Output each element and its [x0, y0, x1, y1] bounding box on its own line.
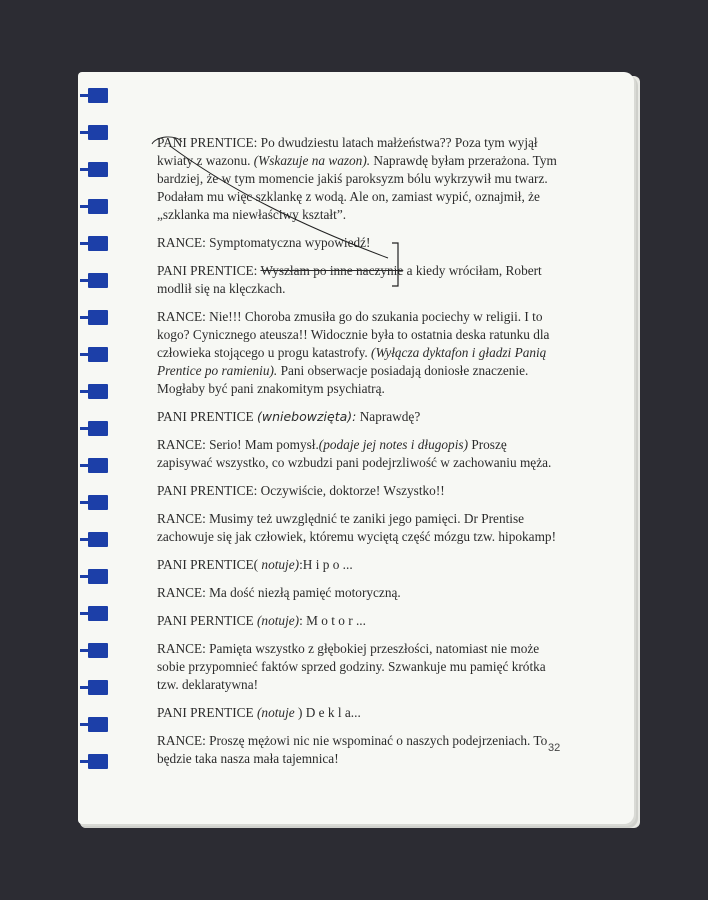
dialogue-paragraph [157, 308, 562, 398]
speaker-name: RANCE: [157, 235, 206, 250]
binding-ring [88, 310, 108, 325]
speaker-name: RANCE: [157, 641, 206, 656]
struck-text: Wyszłam po inne naczynie [260, 263, 404, 278]
dialogue-text: Naprawdę byłam przerażona. Tym bardziej, że w tym momencie jakiś paroksyzm bólu wykrzywił mu twarz. Podałam mu więc szklankę z wodą. Ale on, zamiast wypić, oznajmił, że „szklanka ma niewłaściwy kształt”. [157, 153, 557, 222]
speaker-name: RANCE: [157, 437, 206, 452]
dialogue-paragraph [157, 584, 562, 602]
dialogue-text: Nie!!! Choroba zmusiła go do szukania pociechy w religii. I to kogo? Cynicznego ateusza!! Widocznie była to ostatnia deska ratunku dla człowieka stojącego u progu katastrofy. [157, 309, 550, 360]
dialogue-text: Symptomatyczna wypowiedź! [205, 235, 371, 250]
speaker-name: PANI PRENTICE [157, 705, 257, 720]
binding-ring [88, 680, 108, 695]
speaker-name: RANCE: [157, 733, 206, 748]
binding-ring [88, 88, 108, 103]
script-text [157, 134, 562, 778]
binding-ring [88, 125, 108, 140]
binding-ring [88, 458, 108, 473]
dialogue-paragraph [157, 732, 562, 768]
dialogue-paragraph [157, 134, 562, 224]
dialogue-text: Serio! Mam pomysł. [205, 437, 319, 452]
speaker-name: PANI PERNTICE [157, 613, 257, 628]
dialogue-paragraph [157, 408, 562, 426]
dialogue-text: : M o t o r ... [299, 613, 366, 628]
dialogue-text: Ma dość niezłą pamięć motoryczną. [205, 585, 401, 600]
stage-direction: (Wskazuje na wazon). [253, 153, 371, 168]
spiral-binding [88, 80, 108, 830]
dialogue-paragraph [157, 704, 562, 722]
stage-direction: (notuje [257, 705, 295, 720]
binding-ring [88, 606, 108, 621]
stage-direction: notuje) [258, 557, 300, 572]
speaker-name: PANI PRENTICE: [157, 135, 258, 150]
dialogue-paragraph [157, 640, 562, 694]
speaker-name: PANI PRENTICE: [157, 263, 258, 278]
dialogue-paragraph [157, 482, 562, 500]
speaker-name: PANI PRENTICE( [157, 557, 259, 572]
dialogue-text: ) D e k l a... [294, 705, 361, 720]
speaker-name: RANCE: [157, 585, 206, 600]
dialogue-paragraph [157, 262, 562, 298]
binding-ring [88, 384, 108, 399]
dialogue-text: a kiedy wróciłam, Robert modlił się na klęczkach. [157, 263, 542, 296]
speaker-name: RANCE: [157, 309, 206, 324]
dialogue-text: Proszę zapisywać wszystko, co wzbudzi pani podejrzliwość w zachowaniu męża. [157, 437, 552, 470]
speaker-name: PANI PRENTICE: [157, 483, 258, 498]
binding-ring [88, 162, 108, 177]
binding-ring [88, 347, 108, 362]
dialogue-text: Pani obserwacje posiadają doniosłe znaczenie. Mogłaby być pani znakomitym psychiatrą. [157, 363, 529, 396]
dialogue-text: Po dwudziestu latach małżeństwa?? Poza tym wyjął kwiaty z wazonu. [157, 135, 538, 168]
dialogue-paragraph [157, 436, 562, 472]
stage-direction: (podaje jej notes i długopis) [318, 437, 468, 452]
binding-ring [88, 717, 108, 732]
page-number: 32 [548, 742, 561, 754]
dialogue-text: Oczywiście, doktorze! Wszystko!! [257, 483, 445, 498]
binding-ring [88, 495, 108, 510]
handwritten-note: (wniebowzięta): [257, 409, 357, 424]
dialogue-paragraph [157, 510, 562, 546]
dialogue-paragraph [157, 556, 562, 574]
binding-ring [88, 754, 108, 769]
stage-direction: (notuje) [257, 613, 300, 628]
binding-ring [88, 532, 108, 547]
dialogue-text: Pamięta wszystko z głębokiej przeszłości, natomiast nie może sobie przypomnieć faktów sprzed godziny. Szwankuje mu pamięć krótka tzw. deklaratywna! [157, 641, 546, 692]
dialogue-text: Musimy też uwzględnić te zaniki jego pamięci. Dr Prentise zachowuje się jak człowiek, któremu wyciętą część mózgu tzw. hipokamp! [157, 511, 556, 544]
dialogue-paragraph [157, 234, 562, 252]
dialogue-text: Proszę mężowi nic nie wspominać o naszych podejrzeniach. To będzie taka nasza mała tajemnica! [157, 733, 548, 766]
binding-ring [88, 273, 108, 288]
binding-ring [88, 643, 108, 658]
binding-ring [88, 236, 108, 251]
speaker-name: PANI PRENTICE [157, 409, 257, 424]
binding-ring [88, 199, 108, 214]
dialogue-text: :H i p o ... [299, 557, 353, 572]
binding-ring [88, 569, 108, 584]
dialogue-text: Naprawdę? [356, 409, 421, 424]
stage-direction: (Wyłącza dyktafon i gładzi Panią Prentice po ramieniu). [157, 345, 547, 378]
binding-ring [88, 421, 108, 436]
speaker-name: RANCE: [157, 511, 206, 526]
dialogue-paragraph [157, 612, 562, 630]
